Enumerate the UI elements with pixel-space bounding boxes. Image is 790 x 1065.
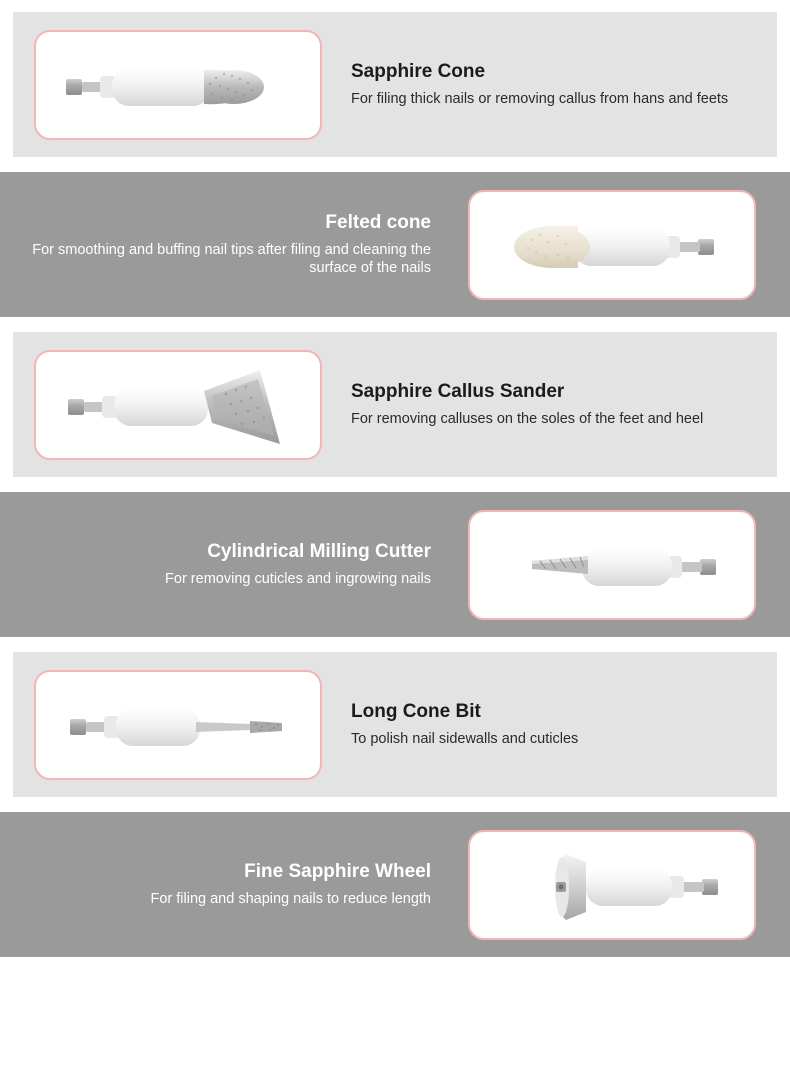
row-divider [0, 317, 790, 332]
bit-title: Felted cone [325, 211, 431, 233]
image-cell [447, 190, 777, 300]
bit-row-sapphire-cone [13, 12, 777, 157]
bit-description: To polish nail sidewalls and cuticles [351, 730, 579, 747]
bit-title: Fine Sapphire Wheel [244, 861, 431, 883]
image-cell [13, 30, 343, 140]
bit-description: For smoothing and buffing nail tips after filing and cleaning the surface of the nails [32, 241, 431, 276]
image-cell [13, 350, 343, 460]
cylindrical-milling-cutter-bit-photo [468, 510, 756, 620]
row-divider [0, 157, 790, 172]
sapphire-callus-sander-bit-photo [34, 350, 322, 460]
row-divider [0, 797, 790, 812]
bit-row-felted-cone [0, 172, 790, 317]
row-divider [0, 477, 790, 492]
text-cell [13, 861, 447, 908]
image-cell [447, 830, 777, 940]
bit-description: For removing cuticles and ingrowing nails [165, 570, 431, 587]
bit-row-long-cone-bit [13, 652, 777, 797]
bit-row-cylindrical-milling-cutter [0, 492, 790, 637]
bit-title: Sapphire Callus Sander [351, 381, 565, 403]
text-cell [343, 701, 777, 748]
bit-description: For filing and shaping nails to reduce length [150, 890, 431, 907]
bit-row-fine-sapphire-wheel [0, 812, 790, 957]
text-cell [13, 541, 447, 588]
text-cell [343, 381, 777, 428]
long-cone-bit-photo [34, 670, 322, 780]
row-divider [0, 637, 790, 652]
bit-description: For filing thick nails or removing callus from hans and feets [351, 90, 729, 107]
text-cell [13, 212, 447, 277]
bit-description: For removing calluses on the soles of the feet and heel [351, 410, 704, 427]
text-cell [343, 61, 777, 108]
fine-sapphire-wheel-bit-photo [468, 830, 756, 940]
bit-row-sapphire-callus-sander [13, 332, 777, 477]
image-cell [447, 510, 777, 620]
bit-title: Cylindrical Milling Cutter [207, 541, 431, 563]
bit-title: Long Cone Bit [351, 701, 481, 723]
sapphire-cone-bit-photo [34, 30, 322, 140]
image-cell [13, 670, 343, 780]
felted-cone-bit-photo [468, 190, 756, 300]
bit-title: Sapphire Cone [351, 61, 486, 83]
